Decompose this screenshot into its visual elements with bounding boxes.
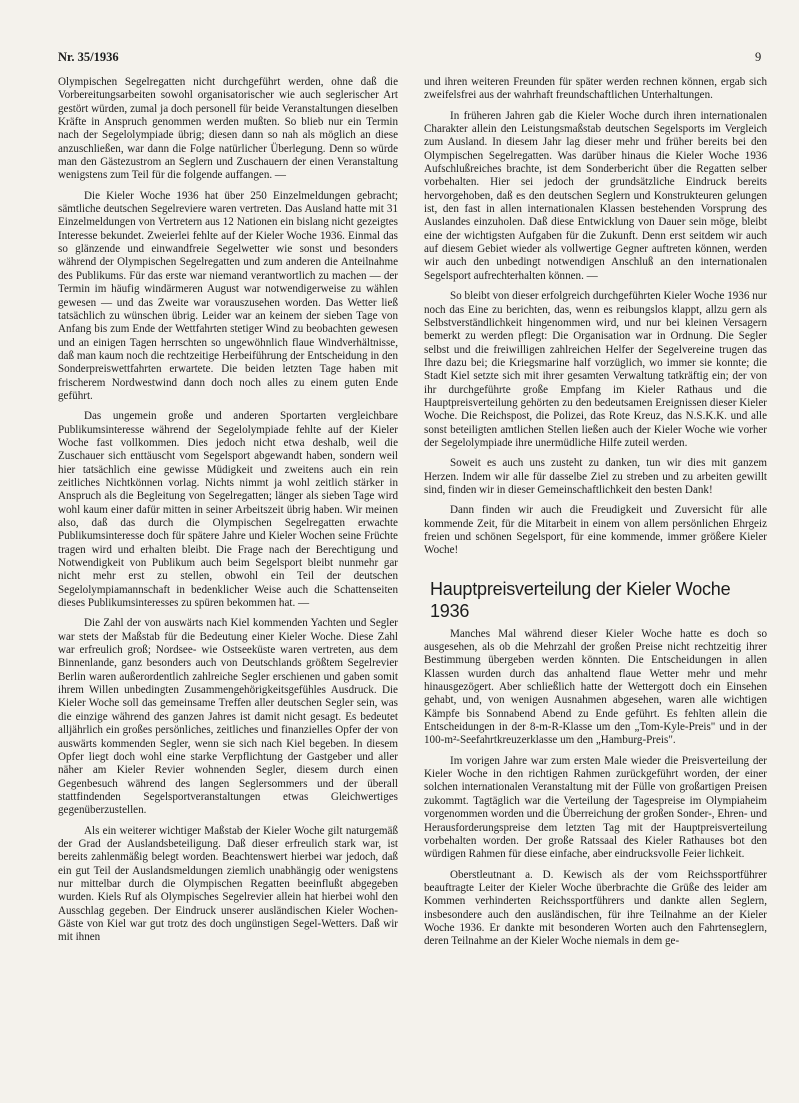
page-number: 9 [755, 50, 762, 64]
section-heading: Hauptpreisverteilung der Kieler Woche 1936 [430, 578, 731, 621]
paragraph: Die Kieler Woche 1936 hat über 250 Einzelmeldungen gebracht; sämtliche deutschen Segelreviere waren vertreten. Das Ausland hatte mit 31 Einzelmeldungen von Vertretern aus 12 Nationen ein bislang nicht gezeigtes Interesse bekundet. Zweierlei fehlte auf der Kieler Woche 1936. Einmal das so glänzende und einwandfreie Segelwetter wie sonst und besonders während der Olympischen Segelregatten und zum anderen die Anteilnahme des Publikums. Für das erste war niemand verantwortlich zu machen — der Termin im häufig windärmeren August war notwendigerweise zu wählen gewesen — und das Zweite war vorauszusehen worden. Das Wetter ließ tatsächlich zu wünschen übrig. Leider war an keinem der sieben Tage von Anfang bis zum Ende der Wettfahrten stetiger Wind zu beobachten gewesen und an einigen Tagen herrschten so ungewöhnlich flaue Windverhältnisse, daß man kaum noch die rechtzeitige Herbeiführung der Entscheidung in den Sonderpreiswettfahrten erwartete. Die beiden letzten Tage haben mit frischerem Nordwestwind dann doch noch alles zu einem guten Ende geführt. [58, 189, 398, 402]
paragraph: Soweit es auch uns zusteht zu danken, tun wir dies mit ganzem Herzen. Indem wir alle für dasselbe Ziel zu streben und zu arbeiten gewillt sind, finden wir in dieser Gemeinschaftlichkeit den besten Dank! [424, 457, 767, 496]
paragraph: Die Zahl der von auswärts nach Kiel kommenden Yachten und Segler war stets der Maßstab für die Bedeutung einer Kieler Woche. Diese Zahl war erfreulich groß; Nordsee- wie Ostseeküste waren vertreten, aus dem Binnenlande, ganz besonders auch von Deutschlands größtem Segelrevier Berlin waren außerordentlich zahlreiche Segler erschienen und gaben somit ihrem Willen unbedingten Zusammengehörigkeitsgefühles Ausdruck. Die Kieler Woche soll das gemeinsame Treffen aller deutschen Segler sein, was die einzige während des ganzen Jahres ist damit nicht gesagt. Es bedeutet alljährlich ein großes persönliches, zeitliches und finanzielles Opfer der von auswärts kommenden Segler, wenn sie sich nach Kiel begeben. In diesem Opfer liegt doch wohl eine starke Verpflichtung der Gastgeber und aller näher am Kieler Revier wohnenden Segler, diesem durch einen Gegenbesuch während des langen Seglersommers und der überall stattfindenden Segelsportveranstaltungen etwas Gleichwertiges gegenüberzustellen. [58, 617, 398, 817]
paragraph: Manches Mal während dieser Kieler Woche hatte es doch so ausgesehen, als ob die Mehrzahl der großen Preise nicht rechtzeitig ihrer Bestimmung übergeben werden könnten. Die Entscheidungen in allen Klassen wurden durch das anhaltend flaue Wetter mehr und mehr hinausgezögert. Aber schließlich hatte der Wettergott doch ein Einsehen gehabt, und, von wenigen Ausnahmen abgesehen, waren alle wichtigen Kämpfe bis Sonnabend Abend zu Ende geführt. Es fehlten allein die Entscheidungen in der 8-m-R-Klasse um den „Tom-Kyle-Preis" und in der 100-m²-Seefahrtkreuzerklasse um den „Hamburg-Preis". [424, 627, 767, 747]
paragraph: Olympischen Segelregatten nicht durchgeführt werden, ohne daß die Vorbereitungsarbeiten sowohl organisatorischer wie auch seglerischer Art gestört würden, zumal ja doch personell für beide Veranstaltungen dieselben Kräfte in Anspruch genommen werden mußten. So blieb nur ein Termin nach der Segelolympiade übrig; diesen dann so nah als möglich an diese anzuschließen, war dann die Folge natürlicher Überlegung. Denn so würde man den Gästezustrom an Seglern und Zuschauern der einen Veranstaltung wenigstens zum Teil für die folgende auffangen. — [58, 76, 398, 182]
paragraph: Als ein weiterer wichtiger Maßstab der Kieler Woche gilt naturgemäß der Grad der Auslandsbeteiligung. Daß dieser erfreulich stark war, ist bereits zahlenmäßig belegt worden. Beachtenswert hierbei war jedoch, daß ein gut Teil der Auslandsmeldungen ziemlich unabhängig oder wenigstens nur mittelbar durch die Olympischen Regatten beeinflußt abgegeben wurden. Kiels Ruf als Olympisches Segelrevier allein hat hierbei wohl den Ausschlag gegeben. Der Eindruck unserer ausländischen Kieler Wochen-Gäste von Kiel war gut trotz des doch ungünstigen Segel-Wetters. Daß wir mit ihnen [58, 824, 398, 944]
paragraph: Im vorigen Jahre war zum ersten Male wieder die Preisverteilung der Kieler Woche in den richtigen Rahmen zurückgeführt worden, der einer solchen internationalen Veranstaltung mit der Fülle von großartigen Preisen zukommt. Tagtäglich war die Verteilung der Tagespreise im Olympiaheim vorgenommen worden und die Überreichung der großen Sonder-, Ehren- und Herausforderungspreise dem letzten Tag mit der Hauptpreisverteilung vorbehalten worden. Der große Ratssaal des Kieler Rathauses bot den würdigen Rahmen für diese einfache, aber eindrucksvolle Feier lichkeit. [424, 754, 767, 861]
right-column [424, 76, 767, 956]
paragraph: Das ungemein große und anderen Sportarten vergleichbare Publikumsinteresse während der Segelolympiade fehlte auf der Kieler Woche fast vollkommen. Dies jedoch nicht etwa deshalb, weil die Zuschauer sich enttäuscht vom Segelsport abgewandt haben, sondern weil hier tatsächlich eine gewisse Müdigkeit und zweitens auch ein rein zeitliches Nichtkönnen vorlag. Nichts nimmt ja wohl zeitlich stärker in Anspruch als die Begleitung von Segelregatten; länger als sieben Tage wird wohl kaum einer dafür mitten in seiner Arbeitszeit übrig haben. Wir meinen also, daß das durch die Olympischen Segelregatten erwachte Publikumsinteresse doch für spätere Jahre und Kieler Wochen seine Früchte tragen wird und erhalten bleibt. Die Frage nach der Berechtigung und Notwendigkeit von Publikum auch beim Segelsport bleibt nunmehr gar nicht mehr erst zu stellen, obwohl ein Teil der deutschen Segelolympiamannschaft in bedenklicher Weise auch die Schattenseiten dieses Publikumsinteresses zu spüren bekommen hat. — [58, 410, 398, 610]
paragraph: Dann finden wir auch die Freudigkeit und Zuversicht für alle kommende Zeit, für die Mitarbeit in einem von allem persönlichen Ehrgeiz freien und schönen Segelsport, für eine kommende, immer größere Kieler Woche! [424, 504, 767, 557]
paragraph: und ihren weiteren Freunden für später werden rechnen können, ergab sich zweifelsfrei aus der wahrhaft freundschaftlichen Unterhaltungen. [424, 76, 767, 102]
paragraph: In früheren Jahren gab die Kieler Woche durch ihren internationalen Charakter allein den Leistungsmaßstab deutschen Segelsports im Vergleich zum Ausland. In diesem Jahr lag dieser mehr und früher bereits bei den Olympischen Segelregatten. Was darüber hinaus die Kieler Woche 1936 Aufschlußreiches brachte, ist dem Sonderbericht über die Regatten selber vorbehalten. Hier sei jedoch der grundsätzliche Eindruck bereits hervorgehoben, daß es den deutschen Seglern und Konstrukteuren gelungen ist, den fast in allen internationalen Klassen bestehenden Vorsprung des Auslandes einzuholen. Daß diese Entwicklung von Dauer sein möge, bleibt eine der wichtigsten Aufgaben für die Zukunft. Denn erst seitdem wir auch auf diesem Gebiet wieder als vollwertige Gegner auftreten können, werden wir auch den unbedingt notwendigen Anschluß an den internationalen Segelsport aufrechterhalten können. — [424, 109, 767, 282]
paragraph: So bleibt von dieser erfolgreich durchgeführten Kieler Woche 1936 nur noch das Eine zu berichten, das, wenn es reibungslos klappt, allzu gern als Selbstverständlichkeit hingenommen wird, und nur bei kleinen Versagern bemerkt zu werden pflegt: Die Organisation war in Ordnung. Die Segler selbst und die freiwilligen zahlreichen Helfer der Segelvereine trugen das Ihre dazu bei; die Kriegsmarine half vorzüglich, wo immer sie konnte; die Stadt Kiel setzte sich mit ihrer gesamten Verwaltung tatkräftig ein; der von ihr durchgeführte große Empfang im Kieler Rathaus und die Hauptpreisverteilung gehörten zu den bedeutsamen Ereignissen dieser Kieler Woche. Die Reichspost, die Polizei, das Rote Kreuz, das N.S.K.K. und alle sonst beteiligten amtlichen Stellen ließen auch der Kieler Woche wie vorher der Segelolympiade ihre unermüdliche Hilfe zuteil werden. [424, 290, 767, 449]
paragraph: Oberstleutnant a. D. Kewisch als der vom Reichssportführer beauftragte Leiter der Kieler Woche überbrachte die Grüße des leider am Kommen verhinderten Reichssportführers und dankte allen Seglern, insbesondere auch den ausländischen, für ihre Teilnahme an der Kieler Woche 1936. Er dankte mit besonderen Worten auch den Fahrtenseglern, deren Teilnahme an der Kieler Woche niemals in dem ge- [424, 868, 767, 948]
left-column [58, 76, 398, 952]
issue-number: Nr. 35/1936 [58, 50, 119, 64]
